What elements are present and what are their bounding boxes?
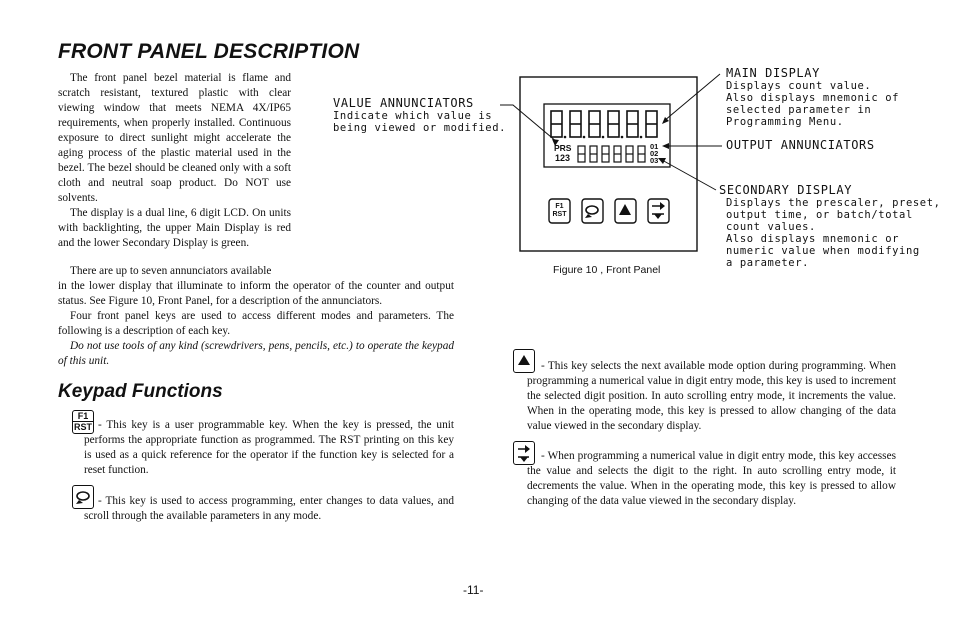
main-display-text: Displays count value. Also displays mnemonic of selected parameter in Programming Menu. (726, 80, 900, 128)
annunciator-numbers: 123 (555, 153, 571, 163)
output-annunciator-2: 02 (650, 149, 659, 158)
intro-paragraph-2: The display is a dual line, 6 digit LCD. On units with backlighting, the upper Main Display is red and the lower Secondary Display is green. (58, 207, 291, 249)
page-number: -11- (463, 583, 484, 597)
figure-f1-top: F1 (555, 203, 564, 210)
main-display-title: MAIN DISPLAY (726, 66, 820, 80)
figure-caption: Figure 10 , Front Panel (553, 264, 661, 276)
intro-paragraph-3b: in the lower display that illuminate to inform the operator of the counter and output status. See Figure 10, Front Panel, for a description of the annunciators. (58, 280, 454, 307)
rst-label: RST (74, 422, 92, 432)
keypad-functions-heading: Keypad Functions (58, 381, 223, 402)
intro-paragraph-4: Four front panel keys are used to access different modes and parameters. The following is a description of each key. (58, 310, 454, 337)
output-annunciator-3: 03 (650, 156, 659, 165)
value-annunciators-title: VALUE ANNUNCIATORS (333, 96, 474, 110)
up-key-description: - This key selects the next available mode option during programming. When programming a numerical value in digit entry mode, this key is used to increment the selected digit position. In auto scrolling entry mode, it increments the value. When in the operating mode, this key is pressed to allow changing of the data value viewed in the secondary display. (527, 360, 896, 432)
f1-key-description: - This key is a user programmable key. When the key is pressed, the unit performs the appropriate function as programmed. The RST printing on this key is used as a quick reference for the operator if the function key is selected for a reset function. (84, 419, 454, 476)
figure-f1-bottom: RST (552, 211, 567, 218)
intro-paragraph-3a: There are up to seven annunciators available (70, 265, 272, 277)
secondary-display-title: SECONDARY DISPLAY (719, 183, 853, 197)
page-title: FRONT PANEL DESCRIPTION (58, 40, 360, 63)
f1-label: F1 (73, 411, 93, 422)
figure-f1-key-label (549, 203, 570, 219)
warning-note: Do not use tools of any kind (screwdrivers, pens, pencils, etc.) to operate the keypad of this unit. (58, 340, 454, 367)
output-annunciator-1: 01 (650, 142, 659, 151)
program-key-description: - This key is used to access programming, enter changes to data values, and scroll through the available parameters in any mode. (84, 495, 454, 522)
value-annunciators-text: Indicate which value is being viewed or modified. (333, 110, 507, 134)
prs-annunciator: PRS (554, 143, 572, 153)
secondary-display-text: Displays the prescaler, preset, output time, or batch/total count values. Also displays mnemonic or numeric value when modifying a parameter. (726, 197, 941, 269)
output-annunciators-title: OUTPUT ANNUNCIATORS (726, 138, 875, 152)
intro-paragraph-1: The front panel bezel material is flame and scratch resistant, textured plastic with clear viewing window that meets NEMA 4X/IP65 requirements, when properly installed. Continuous exposure to direct sunlight might accelerate the aging process of the plastic material used in the bezel. The bezel should be cleaned only with a soft cloth and neutral soap product. Do NOT use solvents. (58, 72, 291, 204)
right-key-description: - When programming a numerical value in digit entry mode, this key accesses the value and selects the digit to the right. In auto scrolling entry mode, it decrements the value. When in the operating mode, this key is pressed to allow changing of the data value viewed in the secondary display. (527, 450, 896, 507)
